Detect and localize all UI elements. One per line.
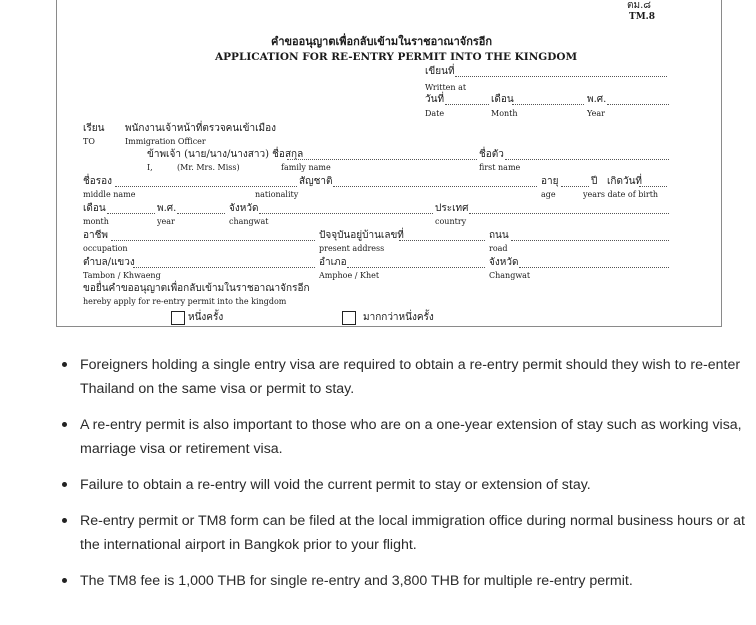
- form-title-thai: คำขออนุญาตเพื่อกลับเข้ามในราชอาณาจักรอีก: [271, 35, 493, 48]
- date-label: Date: [425, 109, 445, 118]
- multiple-entry-checkbox: [342, 311, 356, 325]
- bullet-icon: [62, 518, 67, 523]
- amphoe-thai: อำเภอ: [319, 257, 347, 268]
- written-at-label: Written at: [425, 83, 467, 92]
- birth-changwat-label: changwat: [229, 217, 269, 226]
- birth-changwat-line: [259, 213, 433, 214]
- list-item-text: Foreigners holding a single entry visa are required to obtain a re-entry permit should they wish to re-enter Thailand on the same visa or permit to stay.: [80, 357, 741, 397]
- middle-name-line: [115, 186, 297, 187]
- form-code-thai: ตม.๘: [627, 0, 651, 11]
- family-name-label: family name: [281, 163, 331, 172]
- address-label: present address: [319, 244, 385, 253]
- year-label: Year: [587, 109, 605, 118]
- form-title: APPLICATION FOR RE-ENTRY PERMIT INTO THE KINGDOM: [215, 51, 578, 63]
- dob-thai: เกิดวันที่: [607, 176, 643, 187]
- years-thai: ปี: [591, 176, 598, 187]
- first-name-thai: ชื่อตัว: [479, 149, 504, 160]
- tambon-thai: ตำบล/แขวง: [83, 257, 135, 268]
- officer-thai: พนักงานเจ้าหน้าที่ตรวจคนเข้าเมือง: [125, 123, 276, 134]
- bullet-icon: [62, 578, 67, 583]
- birth-year-thai: พ.ศ.: [157, 203, 177, 214]
- first-name-label: first name: [479, 163, 521, 172]
- tambon-line: [133, 267, 315, 268]
- written-at-line: [455, 76, 667, 77]
- birth-changwat-thai: จังหวัด: [229, 203, 259, 214]
- nationality-label: nationality: [255, 190, 299, 199]
- dob-label: years date of birth: [583, 190, 659, 199]
- road-line: [511, 240, 669, 241]
- address-line: [399, 240, 485, 241]
- birth-month-label: month: [83, 217, 109, 226]
- occupation-line: [111, 240, 315, 241]
- province-label: Changwat: [489, 271, 531, 280]
- road-label: road: [489, 244, 508, 253]
- to-thai: เรียน: [83, 123, 105, 134]
- amphoe-line: [347, 267, 485, 268]
- applicant-label: I,: [147, 163, 153, 172]
- first-name-line: [505, 159, 669, 160]
- occupation-label: occupation: [83, 244, 128, 253]
- middle-name-thai: ชื่อรอง: [83, 176, 113, 187]
- written-at-thai: เขียนที่: [425, 66, 455, 77]
- title-options-label: (Mr. Mrs. Miss): [177, 163, 240, 172]
- form-code: TM.8: [629, 12, 656, 22]
- nationality-line: [333, 186, 537, 187]
- list-item-text: Failure to obtain a re-entry will void the current permit to stay or extension of stay.: [80, 477, 591, 493]
- to-label: TO: [83, 137, 95, 146]
- occupation-thai: อาชีพ: [83, 230, 108, 241]
- nationality-thai: สัญชาติ: [299, 176, 333, 187]
- province-line: [519, 267, 669, 268]
- birth-month-line: [107, 213, 155, 214]
- list-item-text: The TM8 fee is 1,000 THB for single re-entry and 3,800 THB for multiple re-entry permit.: [80, 573, 633, 589]
- bullet-icon: [62, 362, 67, 367]
- country-thai: ประเทศ: [435, 203, 469, 214]
- birth-month-thai: เดือน: [83, 203, 106, 214]
- bullet-icon: [62, 482, 67, 487]
- age-thai: อายุ: [541, 176, 559, 187]
- apply-thai: ขอยื่นคำขออนุญาตเพื่อกลับเข้ามในราชอาณาจักรอีก: [83, 283, 310, 294]
- applicant-thai: ข้าพเจ้า (นาย/นาง/นางสาว) ชื่อสกุล: [147, 149, 304, 160]
- middle-name-label: middle name: [83, 190, 136, 199]
- month-label: Month: [491, 109, 518, 118]
- country-line: [469, 213, 669, 214]
- birth-year-line: [177, 213, 225, 214]
- single-entry-label: หนึ่งครั้ง: [188, 312, 224, 323]
- family-name-line: [287, 159, 477, 160]
- bullet-icon: [62, 422, 67, 427]
- tm8-form-image: [56, 0, 722, 327]
- road-thai: ถนน: [489, 230, 509, 241]
- month-thai: เดือน: [491, 94, 514, 105]
- year-line: [607, 104, 669, 105]
- tambon-label: Tambon / Khwaeng: [83, 271, 161, 280]
- month-line: [512, 104, 584, 105]
- single-entry-checkbox: [171, 311, 185, 325]
- age-label: age: [541, 190, 556, 199]
- dob-line: [639, 186, 667, 187]
- country-label: country: [435, 217, 467, 226]
- officer-label: Immigration Officer: [125, 137, 206, 146]
- list-item-text: A re-entry permit is also important to those who are on a one-year extension of stay such as working visa, marriage visa or retirement visa.: [80, 417, 742, 457]
- date-line: [445, 104, 489, 105]
- amphoe-label: Amphoe / Khet: [319, 271, 380, 280]
- list-item-text: Re-entry permit or TM8 form can be filed at the local immigration office during normal business hours or at the international airport in Bangkok prior to your flight.: [80, 513, 746, 553]
- age-line: [561, 186, 589, 187]
- date-thai: วันที่: [425, 94, 445, 105]
- year-thai: พ.ศ.: [587, 94, 607, 105]
- province-thai: จังหวัด: [489, 257, 519, 268]
- multiple-entry-label: มากกว่าหนึ่งครั้ง: [363, 312, 434, 323]
- birth-year-label: year: [157, 217, 175, 226]
- address-thai: ปัจจุบันอยู่บ้านเลขที่: [319, 230, 404, 241]
- apply-label: hereby apply for re-entry permit into the kingdom: [83, 297, 287, 306]
